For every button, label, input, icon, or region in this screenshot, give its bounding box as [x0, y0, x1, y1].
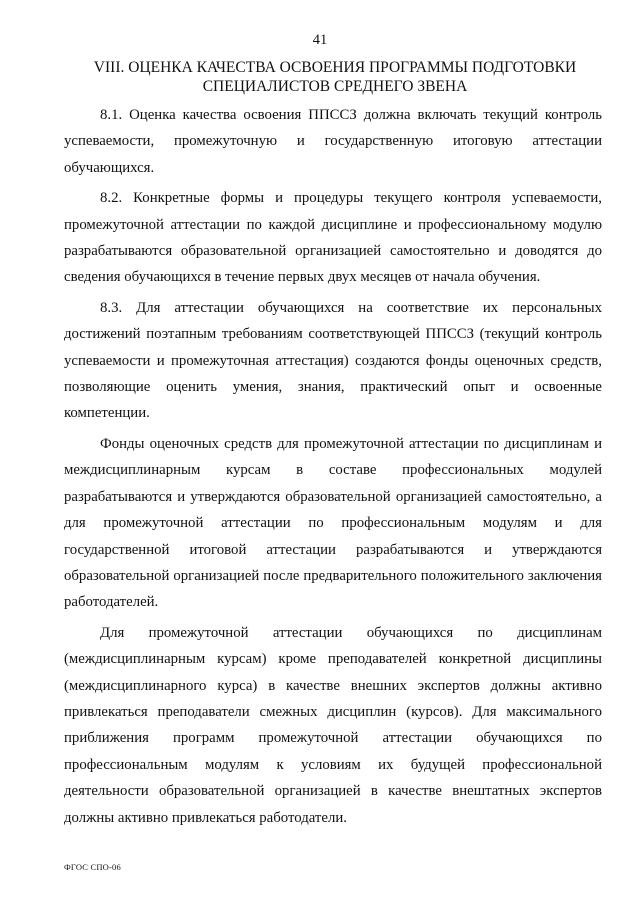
footer-standard-code: ФГОС СПО-06: [64, 862, 121, 872]
section-title-line-1: VIII. ОЦЕНКА КАЧЕСТВА ОСВОЕНИЯ ПРОГРАММЫ ПОДГОТОВКИ: [93, 59, 577, 76]
document-body: [64, 102, 602, 831]
section-title-line-2: СПЕЦИАЛИСТОВ СРЕДНЕГО ЗВЕНА: [202, 78, 468, 95]
paragraph-external-experts: Для промежуточной аттестации обучающихся по дисциплинам (междисциплинарным курсам) кроме преподавателей конкретной дисциплины (междисциплинарного курса) в качестве внешних экспертов должны активно привлекаться преподаватели смежных дисциплин (курсов). Для максимального приближения программ промежуточной аттестации обучающихся по профессиональным модулям к условиям их будущей профессиональной деятельности образовательной организацией в качестве внештатных экспертов должны активно привлекаться работодатели.: [64, 624, 602, 826]
paragraph-8-1: 8.1. Оценка качества освоения ППССЗ должна включать текущий контроль успеваемости, промежуточную и государственную итоговую аттестации обучающихся.: [64, 107, 602, 176]
page-number: 41: [312, 32, 328, 48]
paragraph-8-2: 8.2. Конкретные формы и процедуры текущего контроля успеваемости, промежуточной аттестации по каждой дисциплине и профессиональному модулю разрабатываются образовательной организацией самостоятельно и доводятся до сведения обучающихся в течение первых двух месяцев от начала обучения.: [64, 190, 602, 286]
section-title: [60, 58, 610, 96]
paragraph-assessment-funds: Фонды оценочных средств для промежуточной аттестации по дисциплинам и междисциплинарным курсам в составе профессиональных модулей разрабатываются и утверждаются образовательной организацией самостоятельно, а для промежуточной аттестации по профессиональным модулям и для государственной итоговой аттестации разрабатываются и утверждаются образовательной организацией после предварительного положительного заключения работодателей.: [64, 435, 602, 611]
paragraph-8-3: 8.3. Для аттестации обучающихся на соответствие их персональных достижений поэтапным требованиям соответствующей ППССЗ (текущий контроль успеваемости и промежуточная аттестация) создаются фонды оценочных средств, позволяющие оценить умения, знания, практический опыт и освоенные компетенции.: [64, 299, 602, 422]
